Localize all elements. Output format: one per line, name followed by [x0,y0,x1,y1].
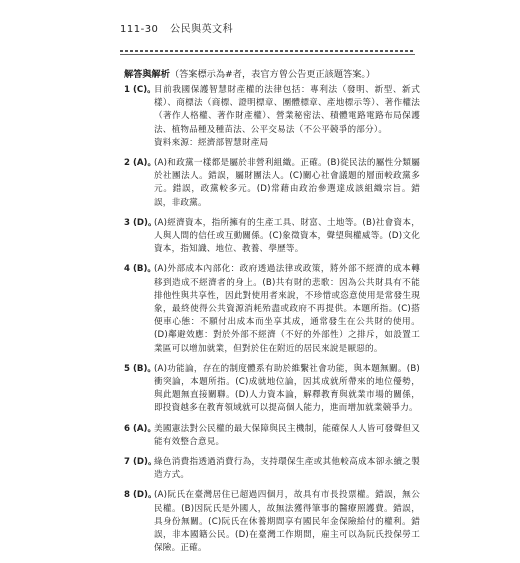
section-title: 公民與英文科 [170,24,234,35]
answer-explanation: (A)和政黨一樣都是屬於非營利組織。正確。(B)從民法的屬性分類屬於社團法人。錯誤，屬財團法人。(C)關心社會議題的層面較政黨多元。錯誤，政黨較多元。(D)常藉由政治參選達成該組織宗旨。錯誤，非政黨。 [154,158,420,208]
dotted-divider [120,50,415,52]
answer-number: 7 (D)。 [124,457,157,468]
answer-item [124,456,420,482]
answer-explanation: (A)外部成本內部化：政府透過法律或政策，將外部不經濟的成本轉移到造成不經濟者的身上。(B)共有財的悲歌：因為公共財具有不能排他性與共享性，因此對使用者來說，不珍惜或恣意使用是常發生現象，最終使得公共資源消耗殆盡或政府不再提供。本題所指。(C)搭便車心態：不願付出成本而坐享其成，通常發生在公共財的使用。(D)鄰避效應：對於外部不經濟（不好的外部性）之排斥，如設置工業區可以增加就業，但對於住在附近的居民來說是厭惡的。 [154,264,420,354]
answer-source: 資料來源：經濟部智慧財產局 [154,137,269,148]
divider-line [120,54,415,55]
answer-list [124,84,420,563]
answer-item [124,423,420,449]
answer-item [124,157,420,210]
answer-number: 2 (A)。 [124,158,157,169]
answer-number: 6 (A)。 [124,423,157,434]
answer-item [124,217,420,257]
answer-explanation: 綠色消費指透過消費行為，支持環保生產或其他較高成本卻永續之製造方式。 [154,457,420,481]
answer-number: 1 (C)。 [124,85,156,95]
answer-number: 4 (B)。 [124,264,156,275]
answer-explanation: 美國憲法對公民權的最大保障與民主機制，能確保人人皆可發聲但又能有效整合意見。 [154,423,420,447]
answer-section-note: （答案標示為#者，表官方曾公告更正該題答案。） [169,69,376,80]
page-header [120,20,233,35]
answer-text: 目前我國保護智慧財產權的法律包括：專利法（發明、新型、新式樣）、商標法（商標、證明標章、團體標章、產地標示等）、著作權法（著作人格權、著作財產權）、營業秘密法、積體電路電路布局保護法、植物品種及種苗法、公平交易法（不公平競爭的部分）。 [154,85,420,135]
answer-explanation: (A)經濟資本，指所擁有的生產工具、財富、土地等。(B)社會資本，人與人間的信任或互動關係。(C)象徵資本，聲望與權威等。(D)文化資本，指知識、地位、教養、學歷等。 [154,217,420,255]
page-number: 111-30 [120,24,159,35]
answer-item [124,363,420,416]
answer-explanation [154,84,420,150]
answer-item [124,263,420,355]
answer-number: 3 (D)。 [124,217,157,228]
answer-explanation: (A)阮氏在臺灣居住已超過四個月，故具有市長投票權。錯誤，無公民權。(B)因阮氏是外國人，故無法獲得筆事的醫療照護費。錯誤，具身份無關。(C)阮氏在休養期間享有國民年金保險給付的權利。錯誤，非本國籍公民。(D)在臺灣工作期間，雇主可以為阮氏投保勞工保險。正確。 [154,490,420,554]
answer-section-heading [124,66,375,80]
answer-item [124,84,420,150]
answer-item [124,489,420,555]
answer-explanation: (A)功能論，存在的制度體系有助於維繫社會功能，與本題無關。(B)衝突論，本題所指。(C)成就地位論，因其成就所帶來的地位優勢，與此題無直接關聯。(D)人力資本論，解釋教育與就業市場的關係，即投資越多在教育領域就可以提高個人能力，進而增加就業競爭力。 [154,363,420,414]
answer-number: 5 (B)。 [124,363,156,374]
answer-number: 8 (D)。 [124,490,157,501]
answer-section-title: 解答與解析 [124,69,170,80]
